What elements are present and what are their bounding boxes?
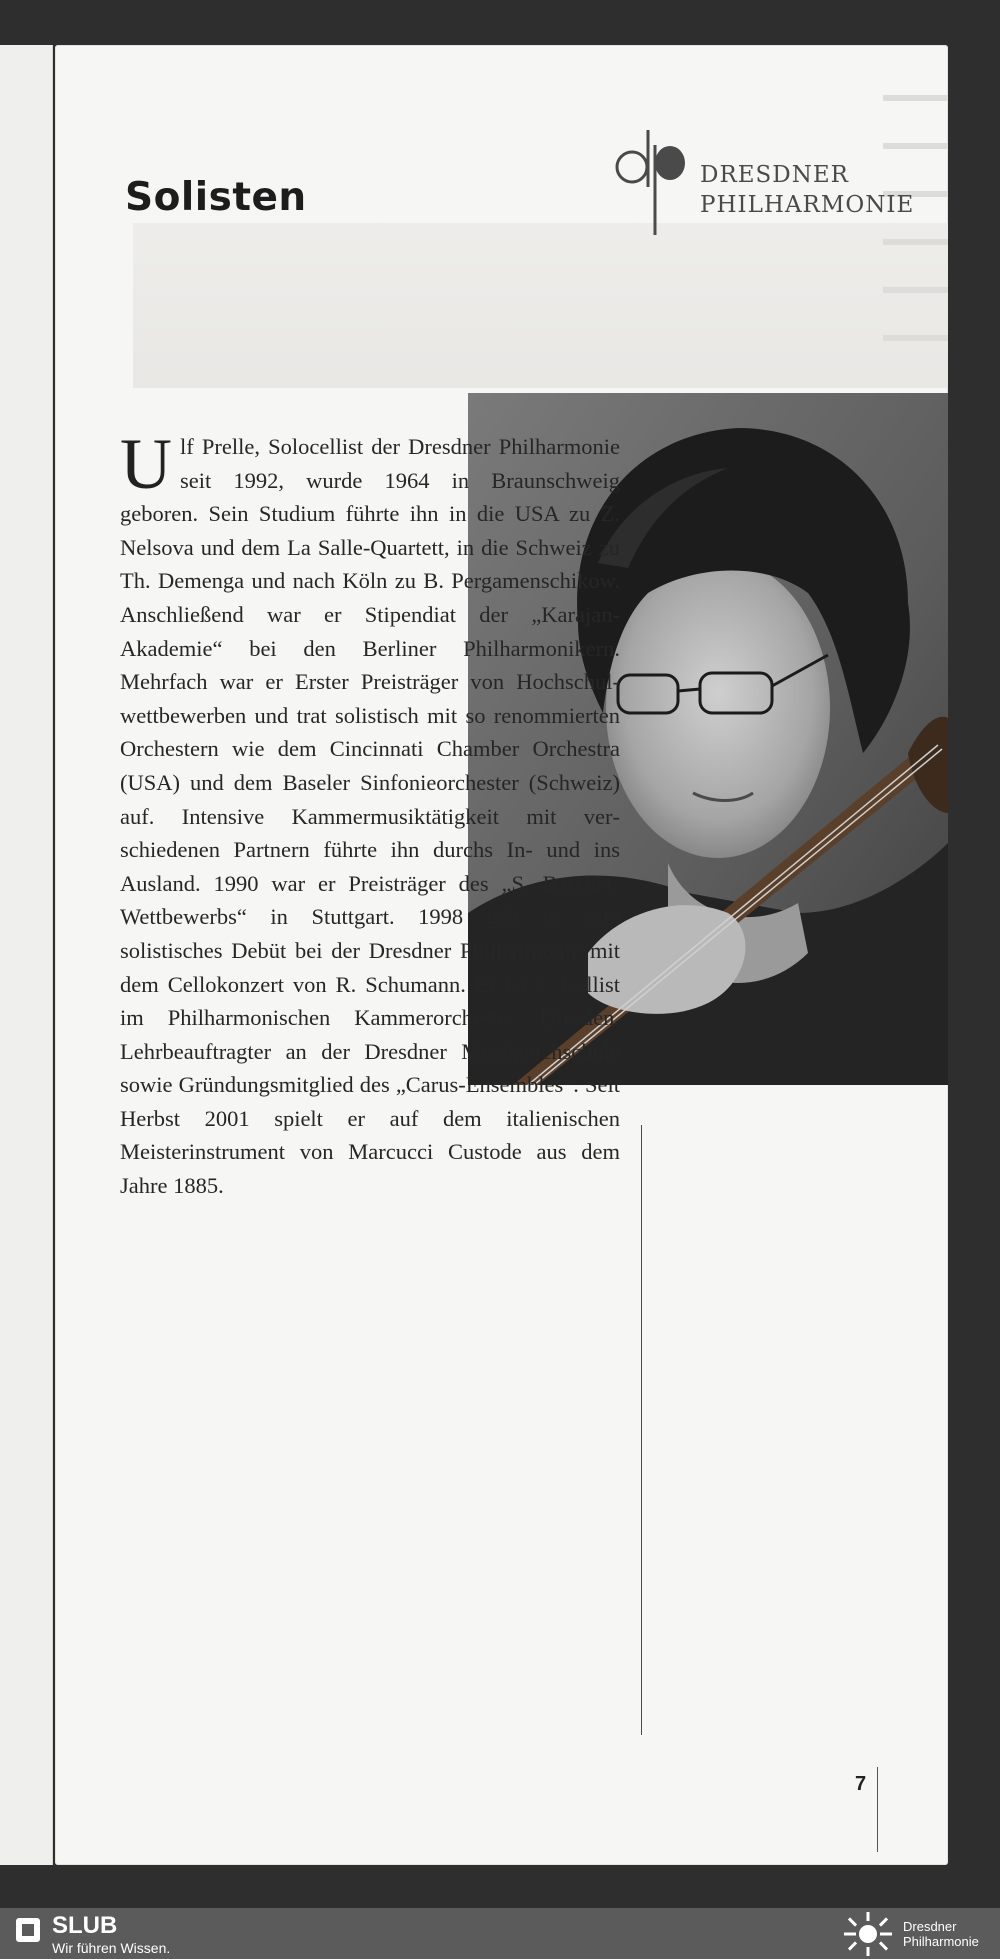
- logo-wordmark: [700, 160, 914, 220]
- partner-line-2: Philharmonie: [903, 1934, 979, 1949]
- biography-body: , Solocellist der Dresdner Philharmonie seit 1992, wurde 1964 in Braunschweig geboren. Sein Studium führte ihn in die USA zu Z. Nelsova und dem La Salle-Quartett, in die Schweiz zu Th. Demenga und nach Köln zu B. Pergamenschikow. Anschließend war er Stipendiat der „Karajan-Akademie“ bei den Berliner Philharmonikern. Mehrfach war er Erster Preisträger von Hochschulwettbewerben und trat solistisch mit so renommierten Orchestern wie dem Cincinnati Chamber Orchestra (USA) und dem Baseler Sinfonieorchester (Schweiz) auf. Intensive Kammermusiktätigkeit mit verschiedenen Partnern führte ihn durchs In- und ins Ausland. 1990 war er Preisträger des „S. Barchet-Wettbewerbs“ in Stuttgart. 1998 gab er sein solistisches Debüt bei der Dresdner Philharmonie mit dem Cellokonzert von R. Schumann. Er ist 1. Cellist im Philharmonischen Kammerorchester Dresden, Lehrbeauftragter an der Dresdner Musikhochschule sowie Gründungsmitglied des „Carus-Ensembles“. Seit Herbst 2001 spielt er auf dem italienischen Meisterinstrument von Marcucci Custode aus dem Jahre 1885.: [120, 434, 620, 1199]
- drop-cap: U: [120, 424, 172, 504]
- soloist-name: lf Prelle: [180, 434, 255, 459]
- biography-text: [120, 424, 620, 1203]
- viewer-footer-bar: [0, 1908, 1000, 1959]
- logo-line-2: PHILHARMONIE: [700, 192, 915, 218]
- slub-logo-icon: [14, 1916, 42, 1944]
- philharmonie-sun-icon: [842, 1912, 894, 1956]
- column-divider: [641, 1125, 642, 1735]
- dresdner-philharmonie-logo: [610, 85, 948, 255]
- library-tagline: Wir führen Wissen.: [52, 1940, 171, 1956]
- page-number-rule: [877, 1767, 878, 1852]
- previous-page-edge: [0, 45, 53, 1865]
- library-name: SLUB: [52, 1912, 118, 1939]
- page-number: 7: [855, 1773, 867, 1795]
- brochure-page: [55, 45, 948, 1865]
- dp-monogram-icon: [610, 85, 690, 255]
- partner-line-1: Dresdner: [903, 1919, 957, 1934]
- logo-line-1: DRESDNER: [700, 162, 849, 188]
- partner-logo-text: [903, 1919, 979, 1949]
- page-title: Solisten: [125, 175, 307, 220]
